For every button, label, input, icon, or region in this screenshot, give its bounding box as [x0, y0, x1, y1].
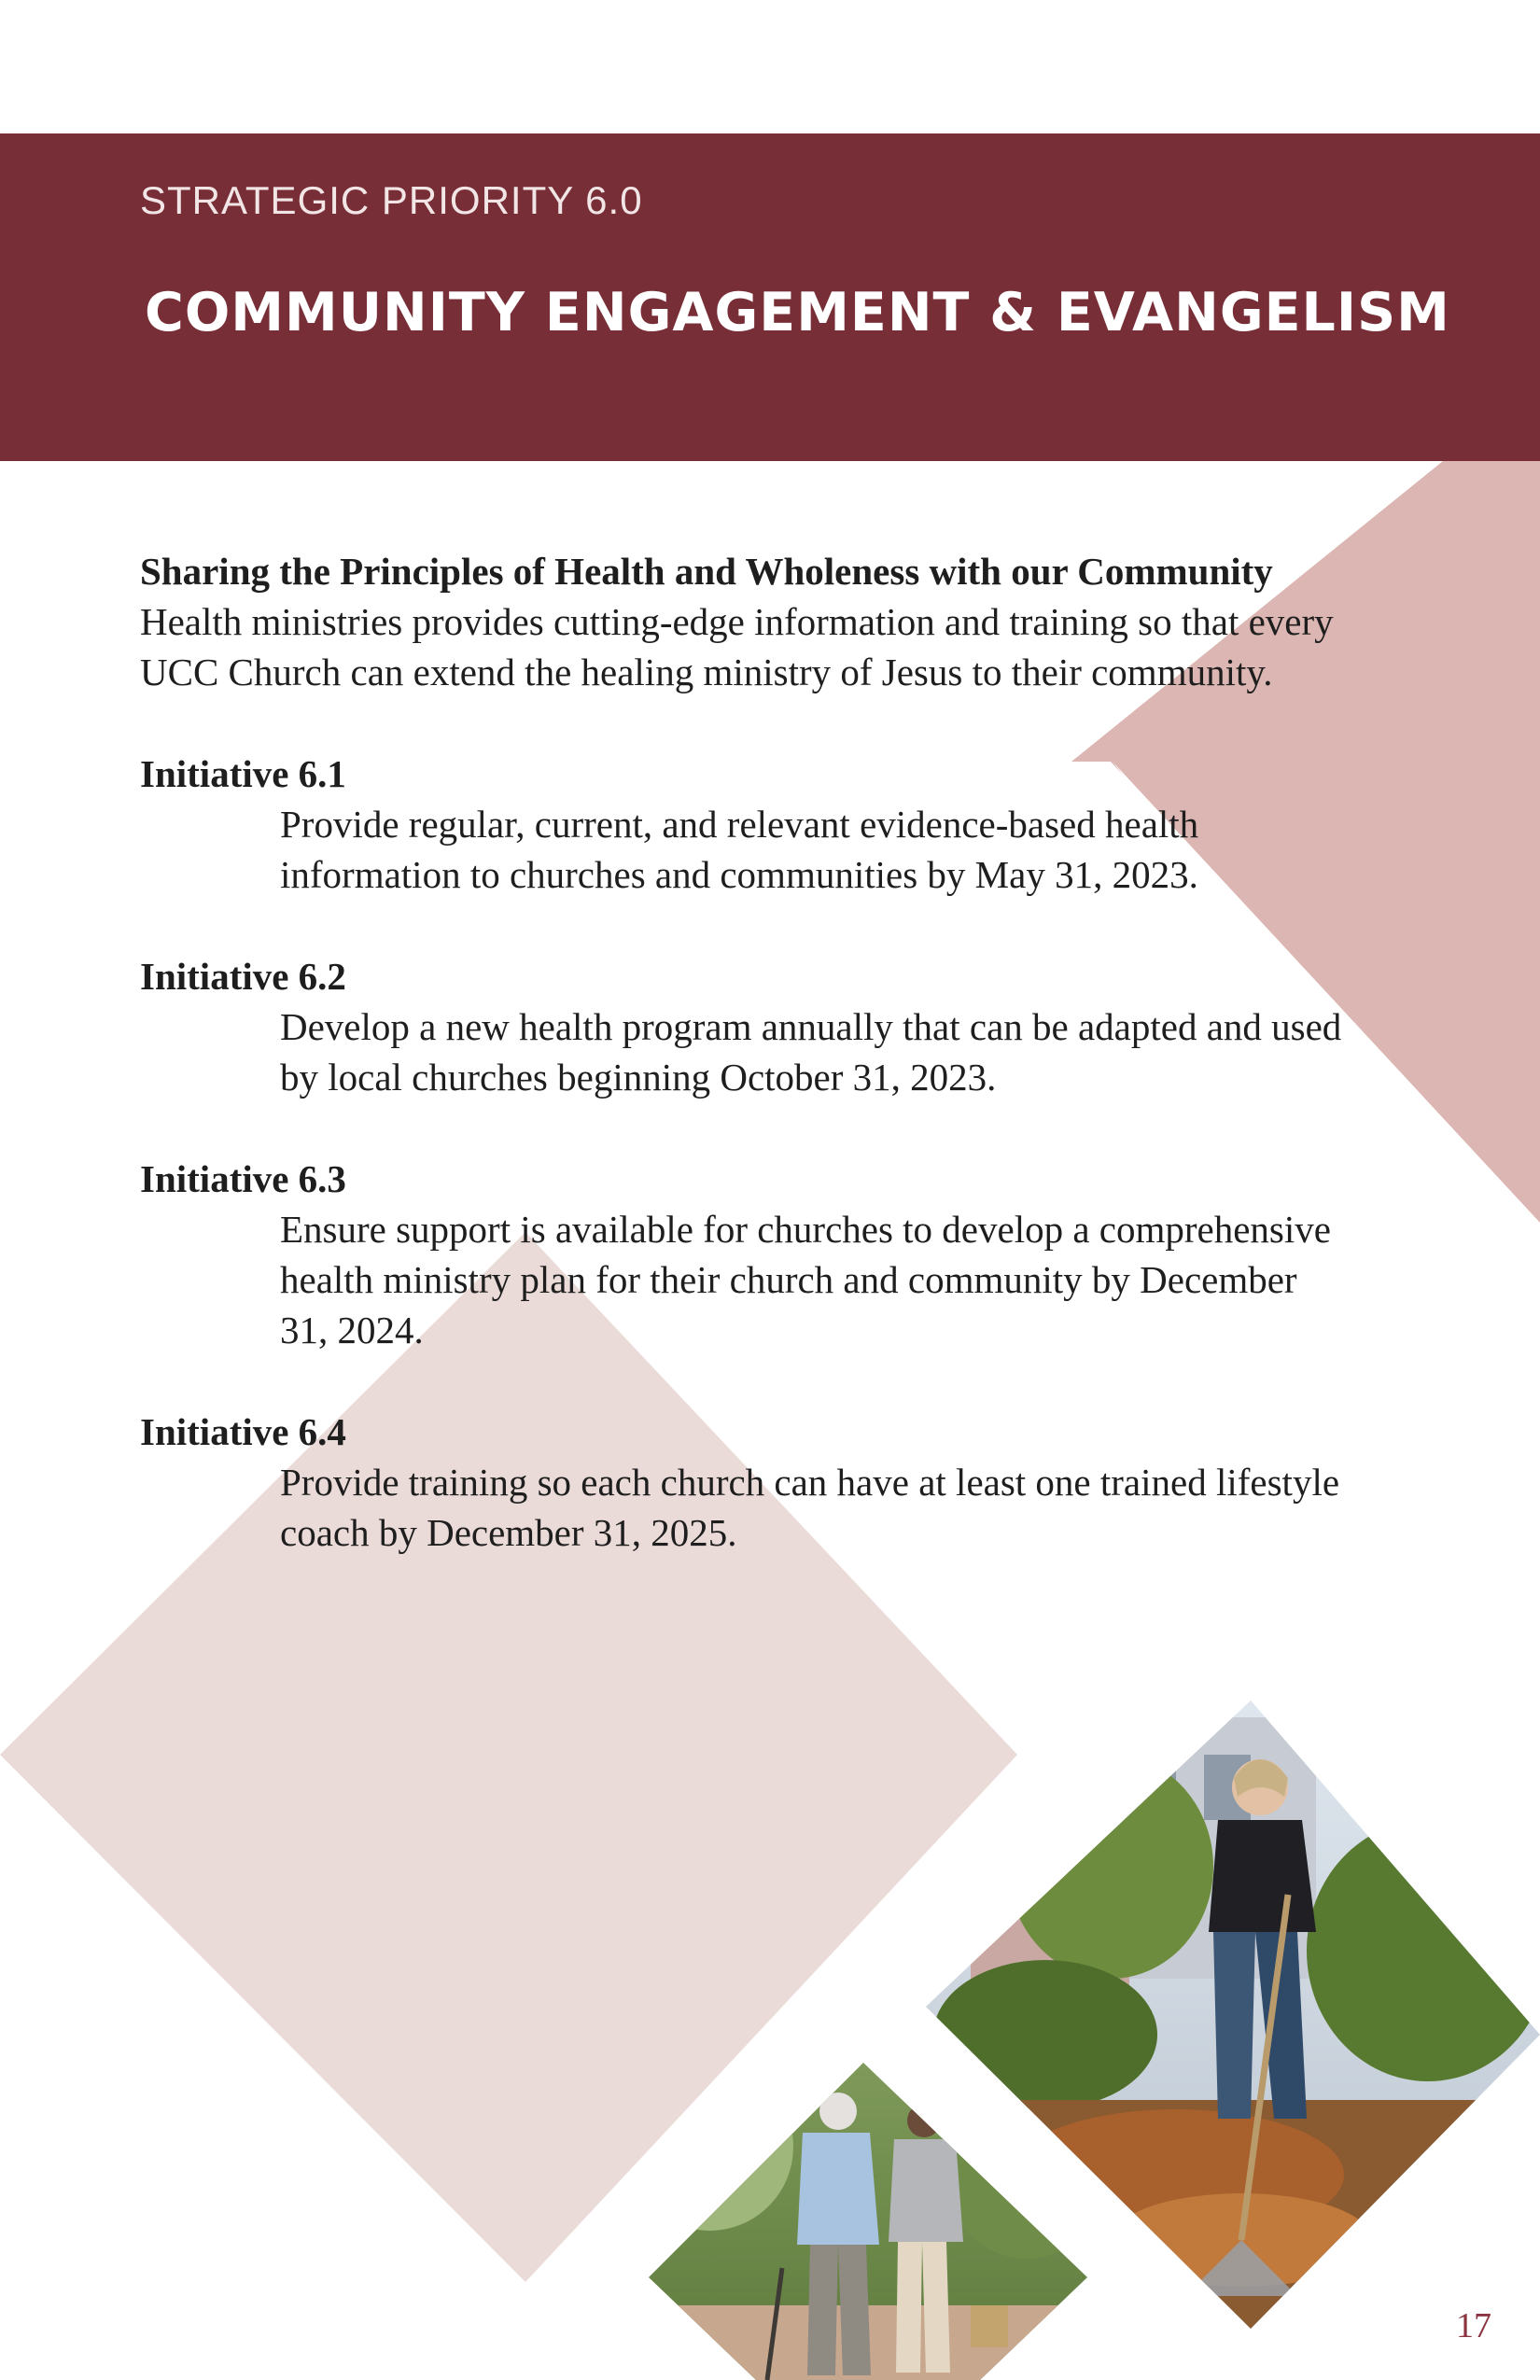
section-kicker: STRATEGIC PRIORITY 6.0 — [140, 178, 643, 222]
intro-body: Health ministries provides cutting-edge information and training so that every UCC Church can extend the healing ministry of Jesus to their community. — [140, 600, 1334, 693]
initiative-text: Provide regular, current, and relevant evidence-based health information to churches and communities by May 31, 2023. — [280, 803, 1199, 896]
initiative-title: Initiative 6.4 — [140, 1410, 346, 1453]
initiative-title: Initiative 6.2 — [140, 955, 346, 998]
initiative-text: Ensure support is available for churches to develop a comprehensive health ministry plan for their church and community by December 31, 2024. — [280, 1208, 1331, 1351]
initiative-title: Initiative 6.3 — [140, 1157, 346, 1200]
intro-heading: Sharing the Principles of Health and Wholeness with our Community — [140, 550, 1273, 593]
initiative-title: Initiative 6.1 — [140, 752, 346, 795]
page-number: 17 — [1456, 2306, 1491, 2345]
initiative-text: Develop a new health program annually that can be adapted and used by local churches beginning October 31, 2023. — [280, 1005, 1342, 1099]
page-title: COMMUNITY ENGAGEMENT & EVANGELISM — [145, 282, 1450, 343]
initiative-text: Provide training so each church can have at least one trained lifestyle coach by December 31, 2025. — [280, 1461, 1340, 1554]
